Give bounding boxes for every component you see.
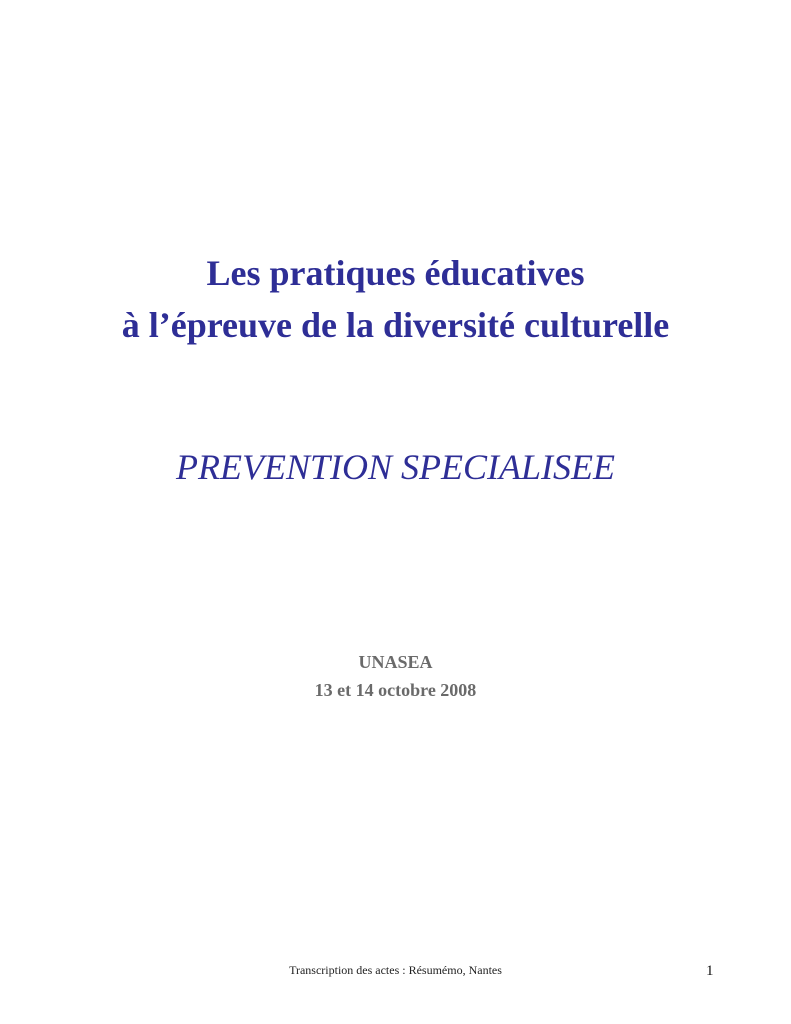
- footer-text: Transcription des actes : Résumémo, Nantes: [289, 963, 502, 977]
- organization-name: UNASEA: [358, 652, 433, 672]
- document-title: [0, 247, 791, 351]
- event-dates: 13 et 14 octobre 2008: [314, 680, 477, 700]
- organization-block: [0, 648, 791, 704]
- title-line-2: à l’épreuve de la diversité culturelle: [121, 305, 670, 345]
- page-number: 1: [706, 963, 714, 979]
- title-line-1: Les pratiques éducatives: [206, 253, 585, 293]
- document-subtitle: PREVENTION SPECIALISEE: [176, 447, 615, 487]
- page-footer: [0, 962, 791, 982]
